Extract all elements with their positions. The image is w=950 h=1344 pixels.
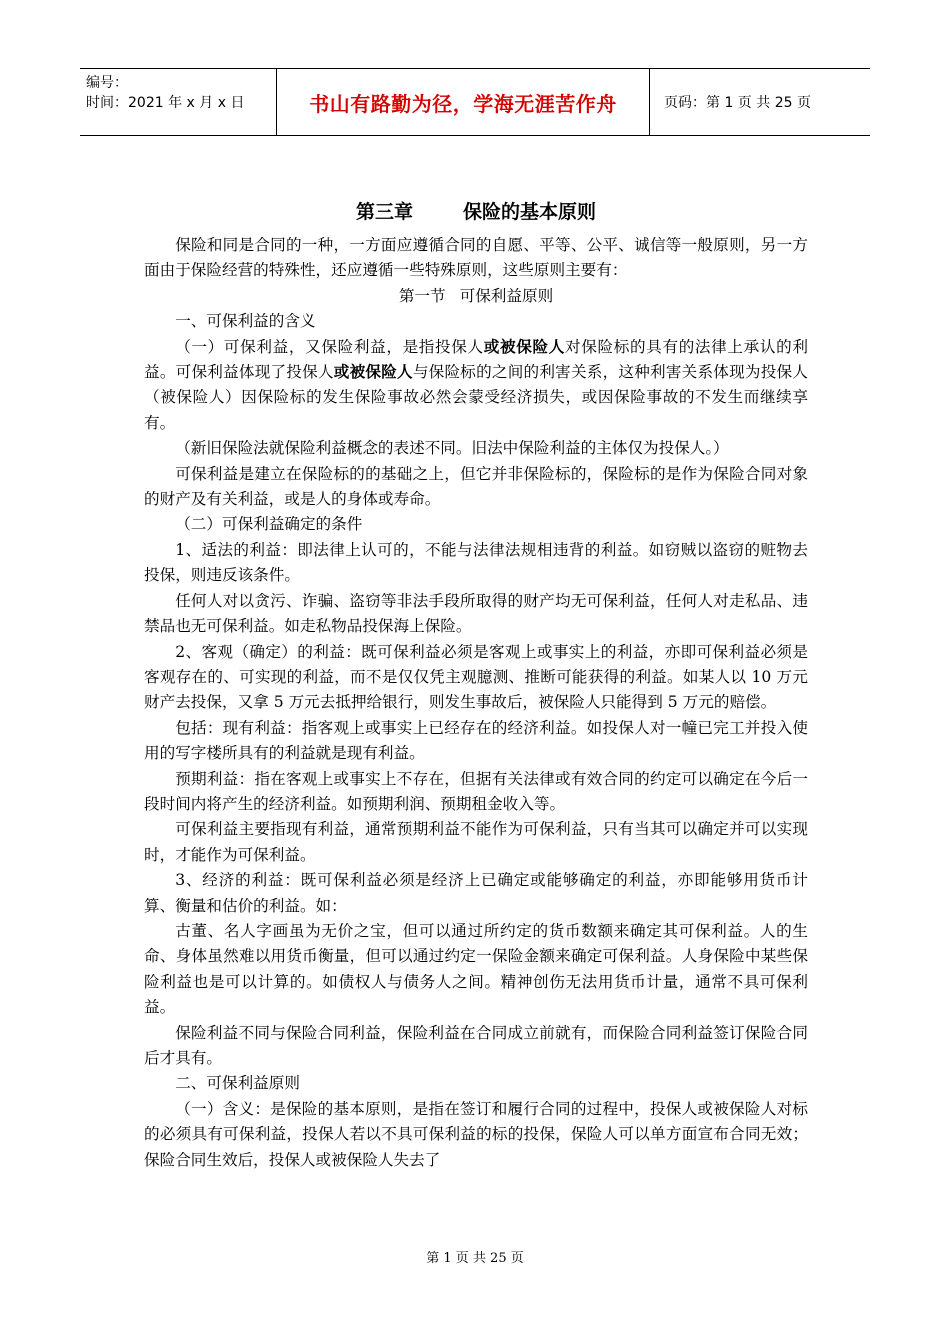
expected-interest-paragraph: 预期利益：指在客观上或事实上不存在，但据有关法律或有效合同的约定可以确定在今后一段时间内将产生的经济利益。如预期利润、预期租金收入等。 bbox=[144, 769, 808, 813]
definition-text-1: （一）可保利益，又保险利益，是指投保人 bbox=[175, 337, 484, 356]
economic-interest-paragraph: 3、经济的利益：既可保利益必须是经济上已确定或能够确定的利益，亦即能够用货币计算、衡量和估价的利益。如： bbox=[144, 871, 808, 915]
existing-interest-paragraph: 包括：现有利益：指客观上或事实上已经存在的经济利益。如投保人对一幢已完工并投入使用的写字楼所具有的利益就是现有利益。 bbox=[144, 718, 808, 763]
emphasis-insured-1: 或被保险人 bbox=[483, 337, 565, 356]
intro-paragraph: 保险和同是合同的一种，一方面应遵循合同的自愿、平等、公平、诚信等一般原则，另一方面由于保险经营的特殊性，还应遵循一些特殊原则，这些原则主要有： bbox=[144, 236, 808, 280]
header-left bbox=[86, 73, 244, 113]
law-note-paragraph: （新旧保险法就保险利益概念的表述不同。旧法中保险利益的主体仅为投保人。） bbox=[175, 439, 729, 458]
header-page-info: 页码：第 1 页 共 25 页 bbox=[664, 95, 811, 111]
chapter-title: 保险的基本原则 bbox=[463, 201, 597, 223]
heading-conditions: （二）可保利益确定的条件 bbox=[175, 515, 363, 534]
page-header bbox=[80, 68, 870, 136]
valuation-paragraph: 古董、名人字画虽为无价之宝，但可以通过所约定的货币数额来确定其可保利益。人的生命、身体虽然难以用货币衡量，但可以通过约定一保险金额来确定可保利益。人身保险中某些保险利益也是可以计算的。如债权人与债务人之间。精神创伤无法用货币计量，通常不具可保利益。 bbox=[144, 921, 808, 1017]
definition-text-2: 对保险标的具有的法律上承认的利益。可保利益体现了投保人 bbox=[144, 337, 808, 382]
legal-interest-paragraph: 1、适法的利益：即法律上认可的，不能与法律法规相违背的利益。如窃贼以盗窃的赃物去投保，则违反该条件。 bbox=[144, 540, 808, 585]
page-footer: 第 1 页 共 25 页 bbox=[426, 1251, 524, 1266]
chapter-number: 第三章 bbox=[355, 201, 413, 223]
section-heading bbox=[144, 284, 808, 309]
document-time-label: 时间：2021 年 x 月 x 日 bbox=[86, 95, 245, 111]
chapter-heading bbox=[144, 195, 808, 229]
definition-text-3: 与保险标的之间的利害关系，这种利害关系体现为投保人（被保险人）因保险标的发生保险事故必然会蒙受经济损失，或因保险事故的不发生而继续享有。 bbox=[144, 363, 808, 432]
heading-principle: 二、可保利益原则 bbox=[175, 1074, 300, 1093]
objective-interest-paragraph: 2、客观（确定）的利益：既可保利益必须是客观上或事实上的利益，亦即可保利益必须是客观存在的、可实现的利益，而不是仅仅凭主观臆测、推断可能获得的利益。如某人以 10 万元财产去投保，又拿 5 万元去抵押给银行，则发生事故后，被保险人只能得到 5 万元的赔偿。 bbox=[144, 642, 808, 712]
main-interest-paragraph: 可保利益主要指现有利益，通常预期利益不能作为可保利益，只有当其可以确定并可以实现时，才能作为可保利益。 bbox=[144, 820, 808, 864]
subject-paragraph: 可保利益是建立在保险标的的基础之上，但它并非保险标的，保险标的是作为保险合同对象的财产及有关利益，或是人的身体或寿命。 bbox=[144, 464, 808, 509]
contract-interest-paragraph: 保险利益不同与保险合同利益，保险利益在合同成立前就有，而保险合同利益签订保险合同后才具有。 bbox=[144, 1023, 808, 1067]
heading-insurable-interest-meaning: 一、可保利益的含义 bbox=[175, 312, 316, 331]
section-title: 可保利益原则 bbox=[459, 286, 554, 305]
document-body bbox=[144, 195, 808, 1173]
definition-paragraph bbox=[144, 335, 808, 437]
document-number-label: 编号： bbox=[86, 75, 128, 91]
illegal-property-paragraph: 任何人对以贪污、诈骗、盗窃等非法手段所取得的财产均无可保利益，任何人对走私品、违禁品也无可保利益。如走私物品投保海上保险。 bbox=[144, 591, 808, 636]
emphasis-insured-2: 或被保险人 bbox=[333, 363, 413, 382]
section-number: 第一节 bbox=[398, 286, 446, 305]
principle-definition-paragraph: （一）含义：是保险的基本原则，是指在签订和履行合同的过程中，投保人或被保险人对标的必须具有可保利益，投保人若以不具可保利益的标的投保，保险人可以单方面宣布合同无效；保险合同生效后，投保人或被保险人失去了 bbox=[144, 1099, 808, 1169]
header-motto: 书山有路勤为径，学海无涯苦作舟 bbox=[276, 69, 650, 135]
